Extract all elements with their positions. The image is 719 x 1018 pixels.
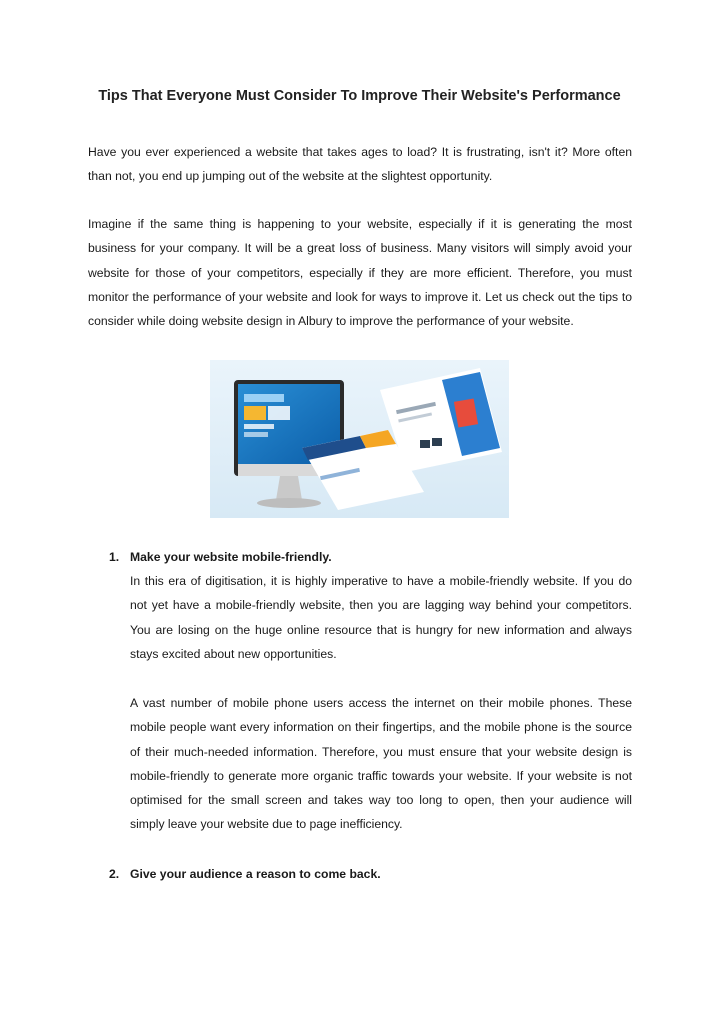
website-design-illustration: [210, 360, 509, 518]
tip-1-paragraph-1: In this era of digitisation, it is highly imperative to have a mobile-friendly website. If you do not yet have a mobile-friendly website, then you are lagging way behind your competitors. You are losing on the huge online resource that is hungry for new information and always stays excited about new opportunities.: [130, 574, 632, 661]
intro-paragraph-1: Have you ever experienced a website that takes ages to load? It is frustrating, isn't it? More often than not, you end up jumping out of the website at the slightest opportunity.: [88, 145, 632, 184]
tip-1-number: 1.: [109, 550, 120, 564]
tip-1-heading: Make your website mobile-friendly.: [130, 550, 332, 564]
intro-paragraph-2: Imagine if the same thing is happening to your website, especially if it is generating the most business for your company. It will be a great loss of business. Many visitors will simply avoid your website for those of your competitors, especially if they are more efficient. Therefore, you must monitor the performance of your website and look for ways to improve it. Let us check out the tips to consider while doing website design in Albury to improve the performance of your website.: [88, 217, 632, 329]
tip-1-paragraph-2: A vast number of mobile phone users access the internet on their mobile phones. These mobile people want every information on their fingertips, and the mobile phone is the source of their much-needed information. Therefore, you must ensure that your website design is mobile-friendly to generate more organic traffic towards your website. If your website is not optimised for the small screen and takes way too long to open, then your audience will simply leave your website due to page inefficiency.: [130, 696, 632, 832]
tip-2-heading: Give your audience a reason to come back.: [130, 867, 381, 881]
monitor-illustration-icon: [210, 360, 509, 518]
tip-2-number: 2.: [109, 867, 120, 881]
page-title: Tips That Everyone Must Consider To Improve Their Website's Performance: [98, 88, 621, 104]
